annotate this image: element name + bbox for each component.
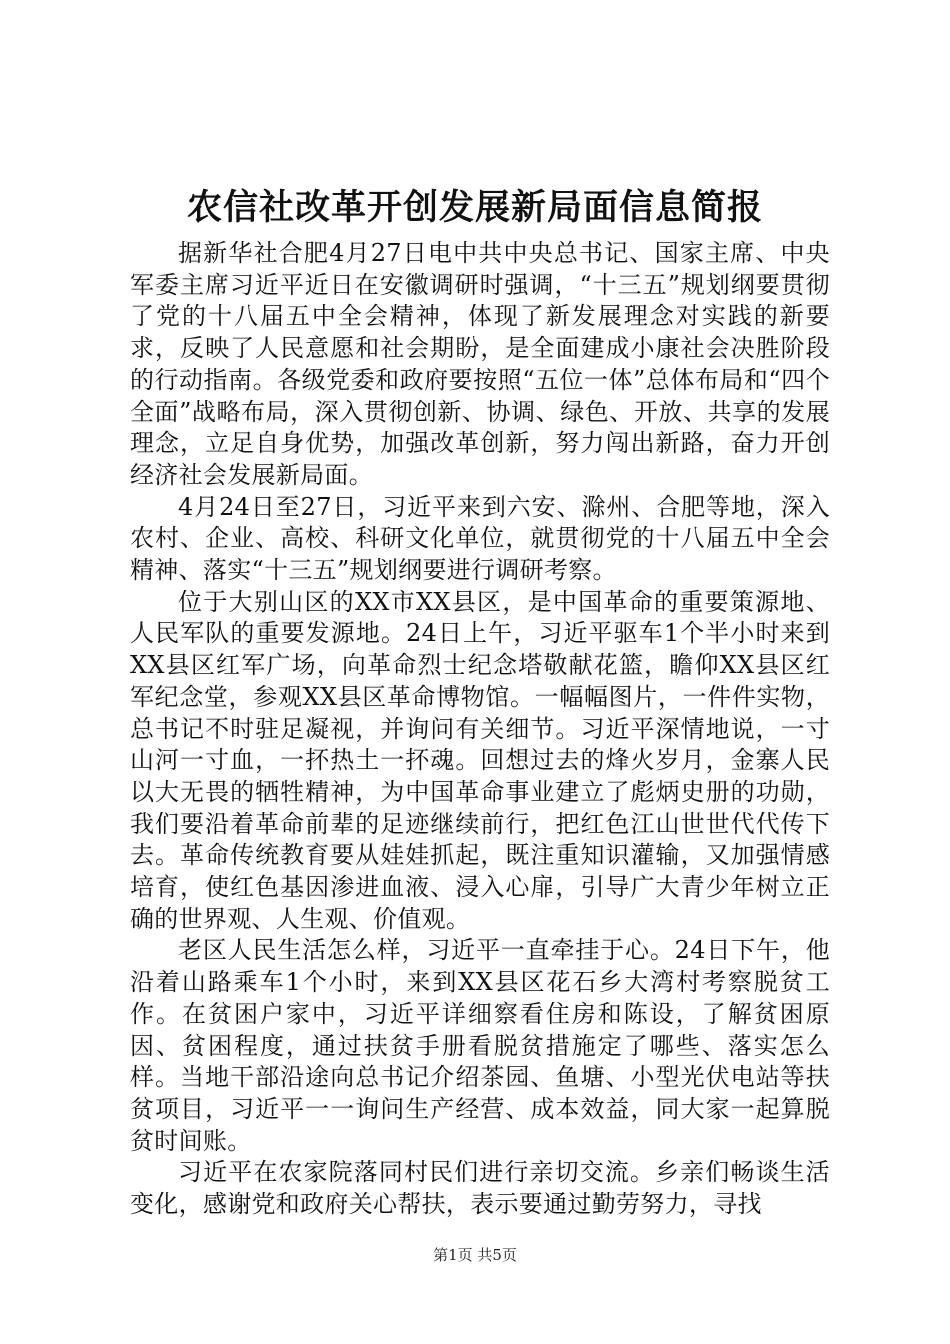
document-title: 农信社改革开创发展新局面信息简报 — [186, 187, 763, 228]
paragraph-3: 位于大别山区的XX市XX县区，是中国革命的重要策源地、人民军队的重要发源地。24日上午，习近平驱车1个半小时来到XX县区红军广场，向革命烈士纪念塔敬献花篮，瞻仰XX县区红军纪念堂，参观XX县区革命博物馆。一幅幅图片，一件件实物，总书记不时驻足凝视，并询问有关细节。习近平深情地说，一寸山河一寸血，一抔热土一抔魂。回想过去的烽火岁月，金寨人民以大无畏的牺牲精神，为中国革命事业建立了彪炳史册的功勋，我们要沿着革命前辈的足迹继续前行，把红色江山世世代代传下去。革命传统教育要从娃娃抓起，既注重知识灌输，又加强情感培育，使红色基因渗进血液、浸入心扉，引导广大青少年树立正确的世界观、人生观、价值观。 — [130, 587, 830, 933]
document-body — [130, 238, 830, 1221]
paragraph-5: 习近平在农家院落同村民们进行亲切交流。乡亲们畅谈生活变化，感谢党和政府关心帮扶，表示要通过勤劳努力，寻找 — [130, 1158, 830, 1219]
paragraph-4: 老区人民生活怎么样，习近平一直牵挂于心。24日下午，他沿着山路乘车1个小时，来到XX县区花石乡大湾村考察脱贫工作。在贫困户家中，习近平详细察看住房和陈设，了解贫困原因、贫困程度，通过扶贫手册看脱贫措施定了哪些、落实怎么样。当地干部沿途向总书记介绍茶园、鱼塘、小型光伏电站等扶贫项目，习近平一一询问生产经营、成本效益，同大家一起算脱贫时间账。 — [130, 936, 830, 1155]
page-number-footer: 第1页 共5页 — [433, 1246, 517, 1264]
paragraph-2: 4月24日至27日，习近平来到六安、滁州、合肥等地，深入农村、企业、高校、科研文化单位，就贯彻党的十八届五中全会精神、落实“十三五”规划纲要进行调研考察。 — [130, 492, 830, 585]
paragraph-1: 据新华社合肥4月27日电中共中央总书记、国家主席、中央军委主席习近平近日在安徽调研时强调，“十三五”规划纲要贯彻了党的十八届五中全会精神，体现了新发展理念对实践的新要求，反映了人民意愿和社会期盼，是全面建成小康社会决胜阶段的行动指南。各级党委和政府要按照“五位一体”总体布局和“四个全面”战略布局，深入贯彻创新、协调、绿色、开放、共享的发展理念，立足自身优势，加强改革创新，努力闯出新路，奋力开创经济社会发展新局面。 — [130, 239, 830, 489]
